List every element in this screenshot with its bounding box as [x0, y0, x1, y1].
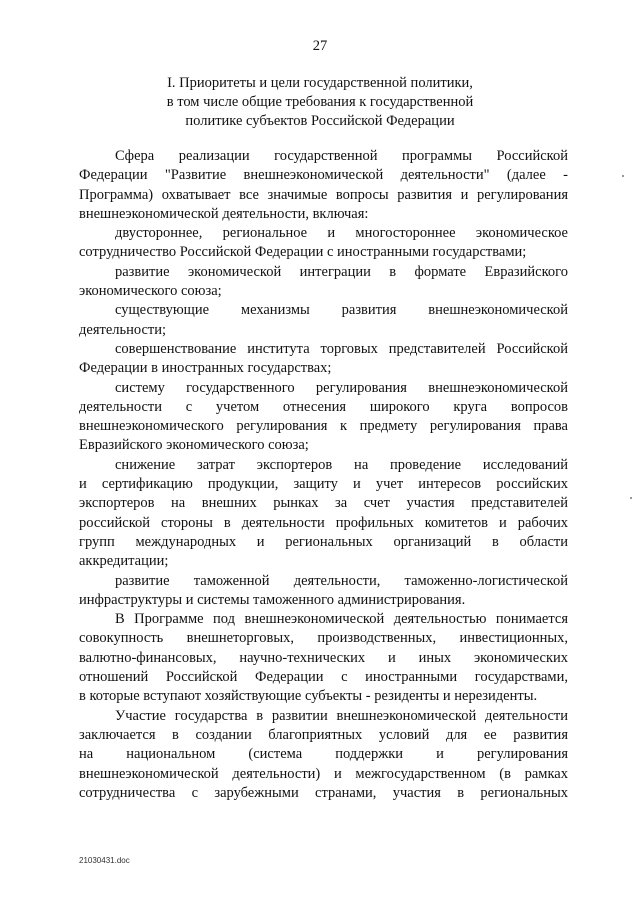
paragraph — [79, 263, 568, 302]
heading-line: I. Приоритеты и цели государственной политики, — [167, 75, 473, 91]
text-line: отношений Российской Федерации с иностранными государствами, — [79, 669, 568, 686]
text-line: экономического союза; — [79, 283, 222, 300]
text-line: В Программе под внешнеэкономической деятельностью понимается — [115, 611, 568, 628]
text-line: на национальном (система поддержки и регулирования — [79, 746, 568, 763]
text-line: деятельности; — [79, 321, 167, 338]
text-line: Федерации в иностранных государствах; — [79, 360, 332, 377]
paragraph — [79, 610, 568, 706]
text-line: аккредитации; — [79, 553, 169, 570]
text-line: внешнеэкономической деятельности) и межгосударственном (в рамках — [79, 765, 568, 782]
text-line: групп международных и региональных организаций в области — [79, 533, 568, 550]
text-line: внешнеэкономического регулирования к предмету регулирования права — [79, 418, 568, 435]
text-line: Сфера реализации государственной программы Российской — [115, 148, 568, 164]
text-line: инфраструктуры и системы таможенного администрирования. — [79, 591, 466, 608]
text-line: двустороннее, региональное и многостороннее экономическое — [115, 225, 568, 242]
text-line: заключается в создании благоприятных условий для ее развития — [79, 726, 568, 743]
text-line: сотрудничество Российской Федерации с иностранными государствами; — [79, 244, 527, 261]
text-line: развитие таможенной деятельности, таможенно-логистической — [115, 572, 568, 589]
text-line: Программа) охватывает все значимые вопросы развития и регулирования — [79, 186, 568, 203]
text-line: систему государственного регулирования внешнеэкономической — [115, 379, 568, 396]
text-line: Федерации "Развитие внешнеэкономической деятельности" (далее - — [79, 167, 568, 184]
text-line: совершенствование института торговых представителей Российской — [115, 340, 568, 357]
text-line: существующие механизмы развития внешнеэкономической — [115, 302, 568, 319]
text-line: снижение затрат экспортеров на проведение исследований — [115, 456, 568, 473]
paragraph — [79, 379, 568, 456]
text-line: развитие экономической интеграции в формате Евразийского — [115, 263, 568, 280]
document-body — [79, 147, 568, 803]
text-line: внешнеэкономической деятельности, включая: — [79, 205, 369, 222]
paragraph — [79, 456, 568, 572]
heading-line: в том числе общие требования к государственной — [166, 94, 474, 110]
text-line: сотрудничества с зарубежными странами, участия в региональных — [79, 784, 568, 801]
text-line: совокупность внешнеторговых, производственных, инвестиционных, — [79, 630, 568, 647]
text-line: и сертификацию продукции, защиту и учет интересов российских — [79, 476, 568, 493]
text-line: российской стороны в деятельности профильных комитетов и рабочих — [79, 514, 568, 531]
paragraph — [79, 147, 568, 224]
scan-speck — [630, 497, 632, 499]
paragraph — [79, 301, 568, 340]
text-line: валютно-финансовых, научно-технических и иных экономических — [79, 649, 568, 666]
section-heading — [120, 74, 520, 131]
text-line: Участие государства в развитии внешнеэкономической деятельности — [115, 707, 568, 724]
text-line: экспортеров на внешних рынках за счет участия представителей — [79, 495, 568, 512]
text-line: в которые вступают хозяйствующие субъекты - резиденты и нерезиденты. — [79, 688, 538, 705]
paragraph — [79, 572, 568, 611]
paragraph — [79, 707, 568, 803]
page-number: 27 — [312, 38, 328, 54]
paragraph — [79, 340, 568, 379]
footer-filename: 21030431.doc — [79, 856, 130, 865]
text-line: деятельности с учетом отнесения широкого круга вопросов — [79, 398, 568, 415]
scan-speck — [622, 175, 624, 177]
heading-line: политике субъектов Российской Федерации — [185, 113, 455, 129]
paragraph — [79, 224, 568, 263]
text-line: Евразийского экономического союза; — [79, 437, 309, 454]
